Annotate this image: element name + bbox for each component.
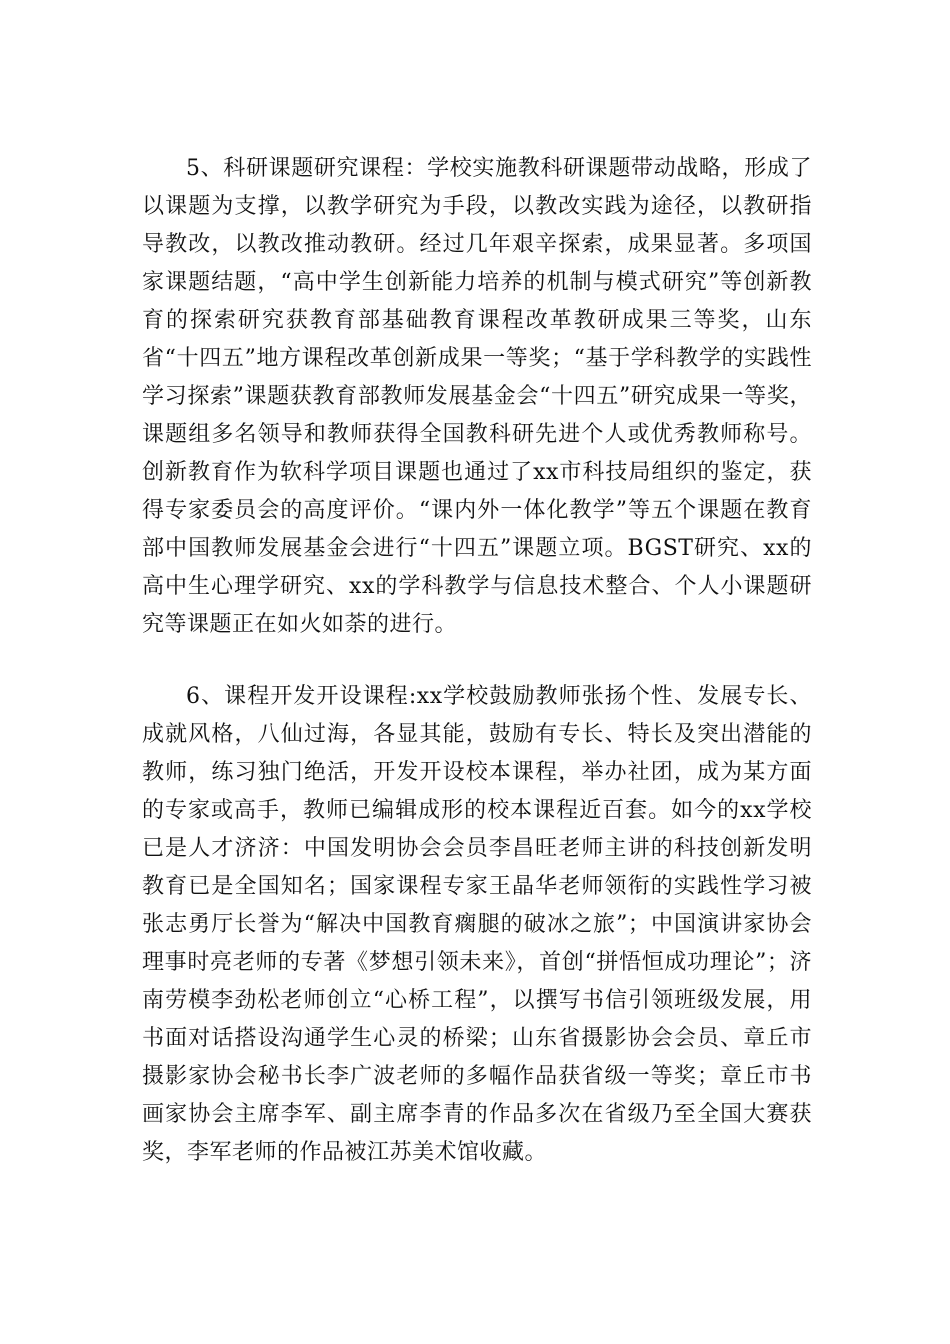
document-body	[142, 150, 812, 1172]
paragraph-course-development: 6、课程开发开设课程:xx学校鼓励教师张扬个性、发展专长、成就风格，八仙过海，各显其能，鼓励有专长、特长及突出潜能的教师，练习独门绝活，开发开设校本课程，举办社团，成为某方面的专家或高手，教师已编辑成形的校本课程近百套。如今的xx学校已是人才济济：中国发明协会会员李昌旺老师主讲的科技创新发明教育已是全国知名；国家课程专家王晶华老师领衔的实践性学习被张志勇厅长誉为“解决中国教育瘸腿的破冰之旅”；中国演讲家协会理事时亮老师的专著《梦想引领未来》，首创“拼悟恒成功理论”；济南劳模李劲松老师创立“心桥工程”，以撰写书信引领班级发展，用书面对话搭设沟通学生心灵的桥梁；山东省摄影协会会员、章丘市摄影家协会秘书长李广波老师的多幅作品获省级一等奖；章丘市书画家协会主席李军、副主席李青的作品多次在省级乃至全国大赛获奖，李军老师的作品被江苏美术馆收藏。	[142, 684, 812, 1165]
paragraph-research-courses: 5、科研课题研究课程：学校实施教科研课题带动战略，形成了以课题为支撑，以教学研究为手段，以教改实践为途径，以教研指导教改，以教改推动教研。经过几年艰辛探索，成果显著。多项国家课题结题，“高中学生创新能力培养的机制与模式研究”等创新教育的探索研究获教育部基础教育课程改革教研成果三等奖，山东省“十四五”地方课程改革创新成果一等奖；“基于学科教学的实践性学习探索”课题获教育部教师发展基金会“十四五”研究成果一等奖，课题组多名领导和教师获得全国教科研先进个人或优秀教师称号。创新教育作为软科学项目课题也通过了xx市科技局组织的鉴定，获得专家委员会的高度评价。“课内外一体化教学”等五个课题在教育部中国教师发展基金会进行“十四五”课题立项。BGST研究、xx的高中生心理学研究、xx的学科教学与信息技术整合、个人小课题研究等课题正在如火如荼的进行。	[142, 156, 812, 637]
